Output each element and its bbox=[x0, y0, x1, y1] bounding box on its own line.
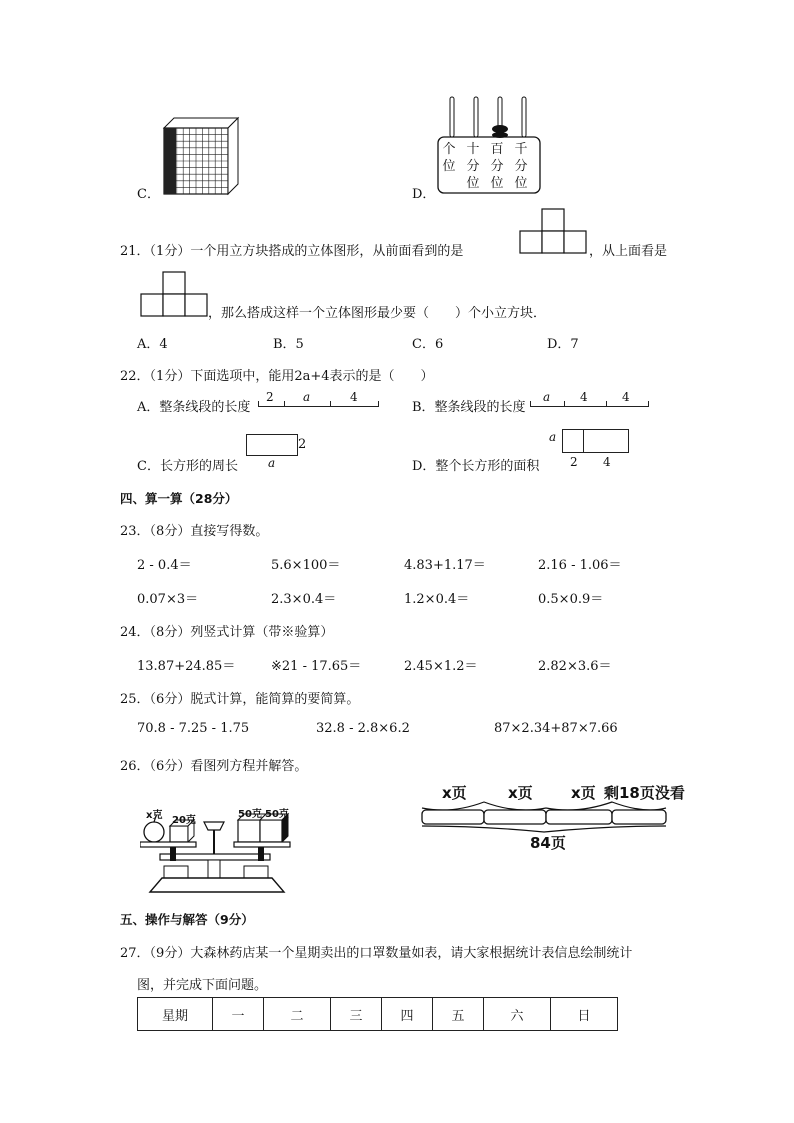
table-row bbox=[138, 998, 618, 1031]
abacus-label-hundredths-1: 百 bbox=[490, 142, 504, 157]
q21-stem-b: ，从上面看是 bbox=[589, 244, 668, 259]
q26-stem: 26．（6分）看图列方程并解答。 bbox=[120, 759, 308, 774]
section-4-heading: 四、算一算（28分） bbox=[120, 491, 238, 506]
abacus-label-thousandths-2: 分 bbox=[514, 159, 528, 174]
bar-label-x3: x页 bbox=[571, 784, 596, 802]
q22-option-b[interactable]: B．整条线段的长度 bbox=[412, 400, 526, 415]
q25-item-3: 87×2.34+87×7.66 bbox=[494, 721, 618, 736]
abacus-label-thousandths-1: 千 bbox=[514, 142, 528, 157]
table-header-cell: 五 bbox=[433, 998, 484, 1031]
abacus-label-ones-1: 个 bbox=[442, 142, 456, 157]
mask-sales-table bbox=[137, 997, 618, 1031]
q25-stem: 25．（6分）脱式计算，能简算的要简算。 bbox=[120, 692, 360, 707]
q21-stem: 21．（1分）一个用立方块搭成的立体图形，从前面看到的是 bbox=[120, 244, 464, 259]
abacus-label-tenths-2: 分 bbox=[466, 159, 480, 174]
q22-option-d[interactable]: D．整个长方形的面积 bbox=[412, 459, 540, 474]
scale-label-50b: 50克 bbox=[265, 809, 289, 820]
rect-c-label-width: a bbox=[268, 456, 276, 470]
abacus-label-thousandths-3: 位 bbox=[514, 176, 528, 191]
segment-a-label-1: 2 bbox=[266, 390, 274, 404]
q24-item-1: 13.87+24.85＝ bbox=[137, 659, 236, 674]
q25-item-2: 32.8 - 2.8×6.2 bbox=[316, 721, 410, 736]
abacus-label-ones-2: 位 bbox=[442, 159, 456, 174]
page-bar-diagram bbox=[418, 798, 670, 834]
q22-segment-b bbox=[530, 390, 648, 410]
top-view-figure bbox=[139, 270, 209, 318]
rect-c-label-height: 2 bbox=[298, 437, 307, 452]
rect-d-label-2: 2 bbox=[570, 455, 578, 469]
rect-d-label-height: a bbox=[549, 430, 557, 444]
q27-stem-2: 图，并完成下面问题。 bbox=[137, 978, 268, 993]
q22-option-c[interactable]: C．长方形的周长 bbox=[137, 459, 238, 474]
segment-a-label-3: 4 bbox=[350, 390, 358, 404]
q24-item-4: 2.82×3.6＝ bbox=[538, 659, 612, 674]
q21-stem-2: ，那么搭成这样一个立体图形最少要（ ）个小立方块． bbox=[208, 306, 547, 321]
q25-item-1: 70.8 - 7.25 - 1.75 bbox=[137, 721, 250, 736]
q23-item-5: 0.07×3＝ bbox=[137, 592, 199, 607]
q23-item-8: 0.5×0.9＝ bbox=[538, 592, 604, 607]
segment-b-label-3: 4 bbox=[622, 390, 630, 404]
q22-rectangle-d-right bbox=[583, 429, 629, 453]
table-header-cell: 星期 bbox=[138, 998, 213, 1031]
table-header-cell: 三 bbox=[331, 998, 382, 1031]
q23-item-6: 2.3×0.4＝ bbox=[271, 592, 337, 607]
section-5-heading: 五、操作与解答（9分） bbox=[120, 912, 254, 927]
q24-stem: 24．（8分）列竖式计算（带※验算） bbox=[120, 625, 334, 640]
bar-label-x2: x页 bbox=[508, 784, 533, 802]
q23-item-1: 2 - 0.4＝ bbox=[137, 558, 192, 573]
scale-label-50a: 50克 bbox=[238, 809, 262, 820]
q22-rectangle-d-left bbox=[562, 429, 584, 453]
abacus-label-hundredths-3: 位 bbox=[490, 176, 504, 191]
front-view-figure bbox=[518, 207, 588, 255]
q23-item-2: 5.6×100＝ bbox=[271, 558, 341, 573]
segment-b-label-2: 4 bbox=[580, 390, 588, 404]
table-header-cell: 六 bbox=[484, 998, 551, 1031]
q21-option-a[interactable]: A．4 bbox=[137, 337, 168, 352]
scale-label-x: x克 bbox=[146, 810, 163, 821]
q23-stem: 23．（8分）直接写得数。 bbox=[120, 524, 269, 539]
abacus-label-hundredths-2: 分 bbox=[490, 159, 504, 174]
q24-item-3: 2.45×1.2＝ bbox=[404, 659, 478, 674]
abacus-label-tenths-3: 位 bbox=[466, 176, 480, 191]
option-c-label: C． bbox=[137, 187, 160, 202]
q22-rectangle-c bbox=[246, 434, 298, 456]
table-header-cell: 一 bbox=[213, 998, 264, 1031]
q21-option-d[interactable]: D．7 bbox=[547, 337, 579, 352]
q27-stem-1: 27．（9分）大森林药店某一个星期卖出的口罩数量如表，请大家根据统计表信息绘制统计 bbox=[120, 946, 633, 961]
segment-a-label-2: a bbox=[303, 390, 311, 404]
q23-item-3: 4.83+1.17＝ bbox=[404, 558, 486, 573]
q23-item-7: 1.2×0.4＝ bbox=[404, 592, 470, 607]
option-d-label: D． bbox=[412, 187, 436, 202]
scale-label-20: 20克 bbox=[172, 815, 196, 826]
q21-option-b[interactable]: B．5 bbox=[273, 337, 304, 352]
q22-option-a[interactable]: A．整条线段的长度 bbox=[137, 400, 251, 415]
bar-label-total: 84页 bbox=[530, 834, 566, 852]
q22-segment-a bbox=[258, 390, 378, 410]
table-header-cell: 日 bbox=[551, 998, 618, 1031]
table-header-cell: 四 bbox=[382, 998, 433, 1031]
segment-b-label-1: a bbox=[543, 390, 551, 404]
q23-item-4: 2.16 - 1.06＝ bbox=[538, 558, 622, 573]
abacus-label-tenths-1: 十 bbox=[466, 142, 480, 157]
bar-label-x1: x页 bbox=[442, 784, 467, 802]
q22-stem: 22．（1分）下面选项中，能用2a+4表示的是（ ） bbox=[120, 369, 434, 384]
table-header-cell: 二 bbox=[264, 998, 331, 1031]
q21-option-c[interactable]: C．6 bbox=[412, 337, 444, 352]
rect-d-label-4: 4 bbox=[603, 455, 611, 469]
q24-item-2: ※21 - 17.65＝ bbox=[271, 659, 362, 674]
cube-grid-figure bbox=[160, 116, 240, 198]
bar-label-remaining: 剩18页没看 bbox=[604, 784, 685, 802]
